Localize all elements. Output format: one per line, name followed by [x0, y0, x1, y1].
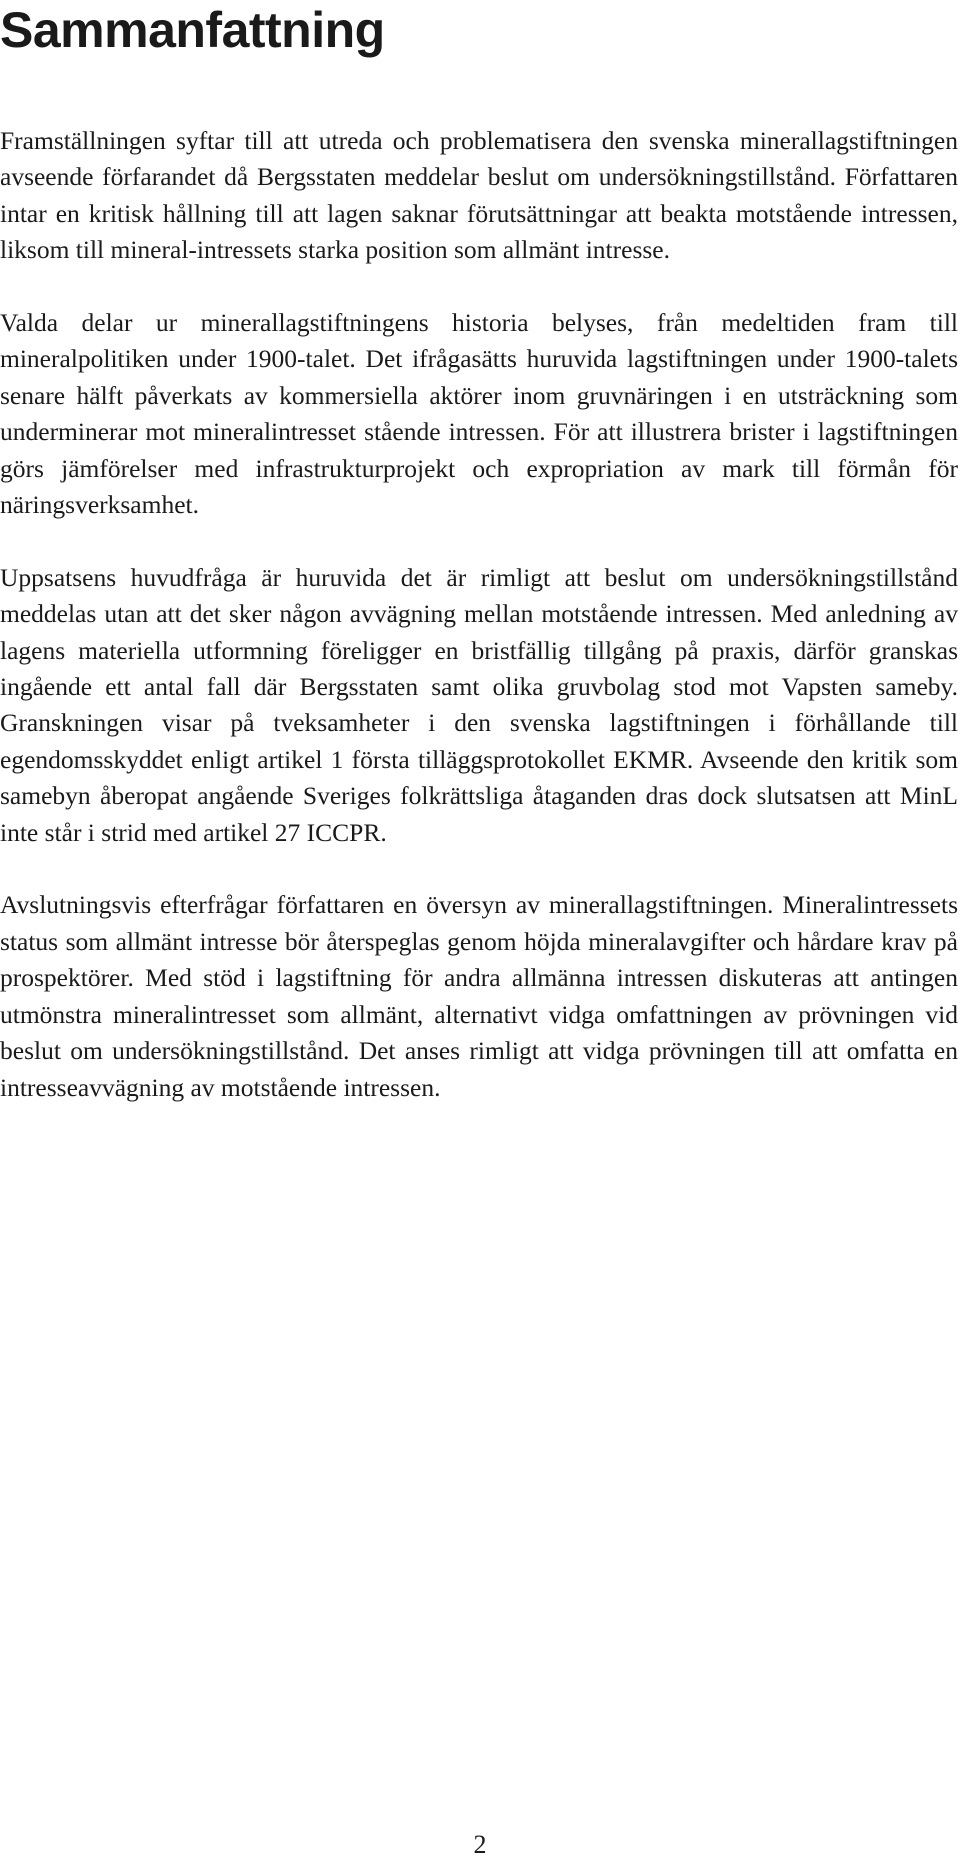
paragraph-history: Valda delar ur minerallagstiftningens historia belyses, från medeltiden fram till mineralpolitiken under 1900-talet. Det ifrågasätts huruvida lagstiftningen under 1900-talets senare hälft påverkats av kommersiella aktörer inom gruvnäringen i en utsträckning som underminerar mot mineralintresset stående intressen. För att illustrera brister i lagstiftningen görs jämförelser med infrastrukturprojekt och expropriation av mark till förmån för näringsverksamhet. [0, 308, 958, 520]
paragraph-conclusion: Avslutningsvis efterfrågar författaren en översyn av minerallagstiftningen. Mineralintressets status som allmänt intresse bör återspeglas genom höjda mineralavgifter och hårdare krav på prospektörer. Med stöd i lagstiftning för andra allmänna intressen diskuteras att antingen utmönstra mineralintresset som allmänt, alternativt vidga omfattningen av prövningen vid beslut om undersökningstillstånd. Det anses rimligt att vidga prövningen till att omfatta en intresseavvägning av motstående intressen. [0, 890, 958, 1102]
page-number: 2 [473, 1830, 487, 1859]
paragraph-purpose: Framställningen syftar till att utreda och problematisera den svenska minerallagstiftningen avseende förfarandet då Bergsstaten meddelar beslut om undersökningstillstånd. Författaren intar en kritisk hållning till att lagen saknar förutsättningar att beakta motstående intressen, liksom till mineral-intressets starka position som allmänt intresse. [0, 126, 958, 265]
page-title: Sammanfattning [0, 2, 385, 58]
paragraph-main-question: Uppsatsens huvudfråga är huruvida det är rimligt att beslut om undersökningstillstånd meddelas utan att det sker någon avvägning mellan motstående intressen. Med anledning av lagens materiella utformning föreligger en bristfällig tillgång på praxis, därför granskas ingående ett antal fall där Bergsstaten samt olika gruvbolag stod mot Vapsten sameby. Granskningen visar på tveksamheter i den svenska lagstiftningen i förhållande till egendomsskyddet enligt artikel 1 första tilläggsprotokollet EKMR. Avseende den kritik som samebyn åberopat angående Sveriges folkrättsliga åtaganden dras dock slutsatsen att MinL inte står i strid med artikel 27 ICCPR. [0, 562, 958, 847]
summary-body [0, 123, 958, 1142]
